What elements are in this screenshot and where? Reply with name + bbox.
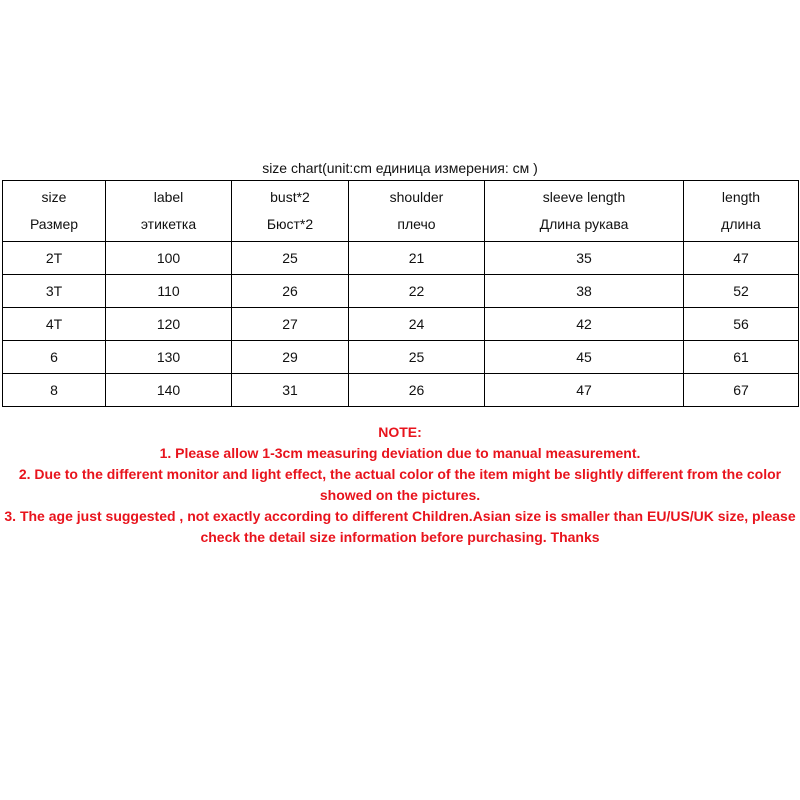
cell-bust: 31 <box>232 374 349 407</box>
cell-shoulder: 24 <box>349 308 485 341</box>
cell-length: 52 <box>684 275 799 308</box>
note-item: 3. The age just suggested , not exactly according to different Children.Asian size is smaller than EU/US/UK size, please check the detail size information before purchasing. Thanks <box>4 508 796 545</box>
cell-sleeve-length: 42 <box>485 308 684 341</box>
cell-label: 110 <box>106 275 232 308</box>
cell-sleeve-length: 45 <box>485 341 684 374</box>
header-sleeve-length-en: sleeve length <box>542 189 626 205</box>
cell-length: 56 <box>684 308 799 341</box>
cell-size: 3T <box>3 275 106 308</box>
header-sleeve-length-ru: Длина рукава <box>539 216 629 232</box>
cell-sleeve-length: 35 <box>485 242 684 275</box>
header-shoulder-en: shoulder <box>389 189 444 205</box>
size-chart-title: size chart(unit:cm единица измерения: см ) <box>262 160 538 176</box>
cell-bust: 25 <box>232 242 349 275</box>
header-shoulder <box>349 181 485 242</box>
table-row <box>3 242 799 275</box>
header-size-en: size <box>41 189 67 205</box>
cell-shoulder: 22 <box>349 275 485 308</box>
cell-shoulder: 21 <box>349 242 485 275</box>
header-label <box>106 181 232 242</box>
header-length <box>684 181 799 242</box>
header-shoulder-ru: плечо <box>397 216 436 232</box>
cell-size: 4T <box>3 308 106 341</box>
cell-length: 47 <box>684 242 799 275</box>
note-heading: NOTE: <box>378 424 422 440</box>
cell-sleeve-length: 47 <box>485 374 684 407</box>
cell-shoulder: 25 <box>349 341 485 374</box>
table-row <box>3 308 799 341</box>
table-row <box>3 374 799 407</box>
cell-bust: 29 <box>232 341 349 374</box>
header-bust <box>232 181 349 242</box>
cell-label: 140 <box>106 374 232 407</box>
header-bust-en: bust*2 <box>270 189 310 205</box>
size-table <box>2 180 799 407</box>
header-label-en: label <box>153 189 184 205</box>
cell-bust: 27 <box>232 308 349 341</box>
cell-size: 6 <box>3 341 106 374</box>
cell-label: 100 <box>106 242 232 275</box>
cell-size: 8 <box>3 374 106 407</box>
cell-shoulder: 26 <box>349 374 485 407</box>
cell-length: 67 <box>684 374 799 407</box>
header-sleeve-length <box>485 181 684 242</box>
note-item: 1. Please allow 1-3cm measuring deviation due to manual measurement. <box>159 445 641 461</box>
table-row <box>3 341 799 374</box>
table-header-row <box>3 181 799 242</box>
note-item: 2. Due to the different monitor and light effect, the actual color of the item might be slightly different from the color showed on the pictures. <box>18 466 782 503</box>
cell-length: 61 <box>684 341 799 374</box>
cell-label: 120 <box>106 308 232 341</box>
notes-section <box>0 422 800 548</box>
cell-size: 2T <box>3 242 106 275</box>
cell-label: 130 <box>106 341 232 374</box>
header-length-ru: длина <box>721 216 761 232</box>
header-bust-ru: Бюст*2 <box>266 216 314 232</box>
cell-sleeve-length: 38 <box>485 275 684 308</box>
header-length-en: length <box>721 189 761 205</box>
table-row <box>3 275 799 308</box>
header-size <box>3 181 106 242</box>
header-label-ru: этикетка <box>140 216 197 232</box>
cell-bust: 26 <box>232 275 349 308</box>
header-size-ru: Размер <box>29 216 79 232</box>
